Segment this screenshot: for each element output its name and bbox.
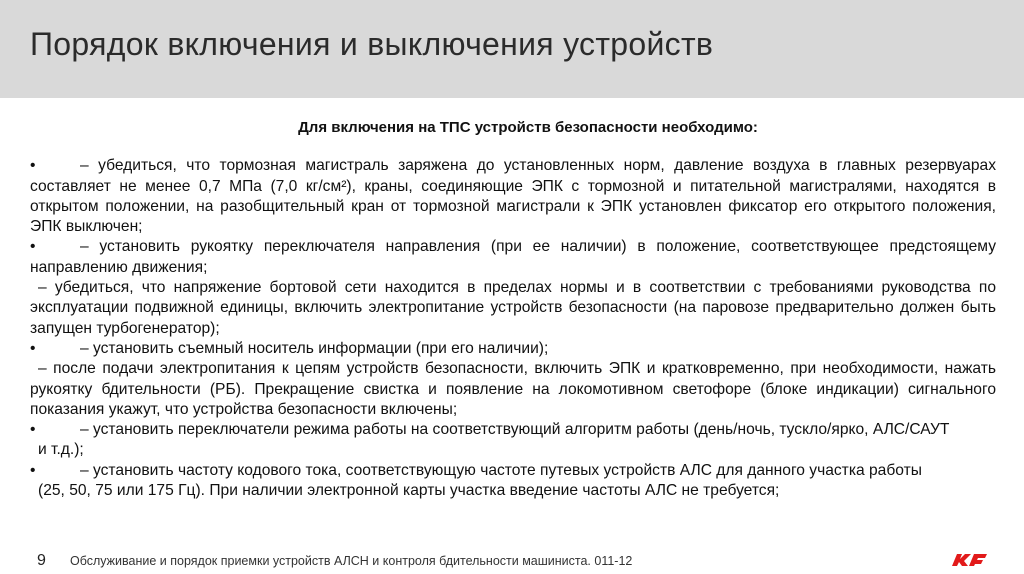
list-item-text: – убедиться, что напряжение бортовой сети находится в пределах нормы и в соответствии с требованиями руководства по эксплуатации подвижной единицы, включить электропитание устройств безопасности (на паровозе предварительно должен быть запущен турбогенератор); — [30, 279, 996, 337]
list-item — [30, 359, 996, 420]
list-item-text: – установить съемный носитель информации (при его наличии); — [80, 339, 549, 357]
section-heading: Для включения на ТПС устройств безопасности необходимо: — [298, 119, 758, 136]
list-item-text: – установить частоту кодового тока, соответствующую частоте путевых устройств АЛС для данного участка работы — [80, 461, 922, 479]
list-item-text: – установить переключатели режима работы на соответствующий алгоритм работы (день/ночь, тускло/ярко, АЛС/САУТ — [80, 421, 950, 439]
bullet: • — [30, 238, 36, 256]
list-item — [30, 461, 996, 481]
list-item-continuation — [30, 481, 996, 501]
bullet: • — [30, 339, 36, 357]
list-item-continuation — [30, 440, 996, 460]
list-item — [30, 420, 996, 440]
content-area — [30, 118, 996, 501]
list-item-text: – после подачи электропитания к цепям устройств безопасности, включить ЭПК и кратковременно, при необходимости, нажать рукоятку бдительности (РБ). Прекращение свистка и появление на локомотивном светофоре (блоке индикации) сигнального показания укажут, что устройства безопасности включены; — [30, 360, 996, 418]
footer-text: Обслуживание и порядок приемки устройств АЛСН и контроля бдительности машиниста. 011-12 — [70, 554, 633, 568]
rzd-logo-icon — [950, 551, 988, 569]
title-bar — [0, 0, 1024, 98]
list-item — [30, 339, 996, 359]
footer — [0, 548, 1024, 574]
bullet: • — [30, 157, 36, 175]
bullet: • — [30, 421, 36, 439]
list-item — [30, 278, 996, 339]
list-item — [30, 156, 996, 237]
list-item-text: – убедиться, что тормозная магистраль заряжена до установленных норм, давление воздуха в главных резервуарах составляет не менее 0,7 МПа (7,0 кг/см²), краны, соединяющие ЭПК с тормозной и питательной магистралями, находятся в открытом положении, на разобщительный кран от тормозной магистрали к ЭПК установлен фиксатор его открытого положения, ЭПК выключен; — [30, 157, 996, 236]
page-number: 9 — [37, 552, 46, 569]
list-item-text: (25, 50, 75 или 175 Гц). При наличии электронной карты участка введение частоты АЛС не требуется; — [38, 482, 780, 500]
bullet: • — [30, 461, 36, 479]
list-item-text: и т.д.); — [38, 441, 84, 459]
page-title: Порядок включения и выключения устройств — [30, 26, 714, 62]
list-item — [30, 237, 996, 278]
list-item-text: – установить рукоятку переключателя направления (при ее наличии) в положение, соответствующее предстоящему направлению движения; — [30, 238, 996, 276]
